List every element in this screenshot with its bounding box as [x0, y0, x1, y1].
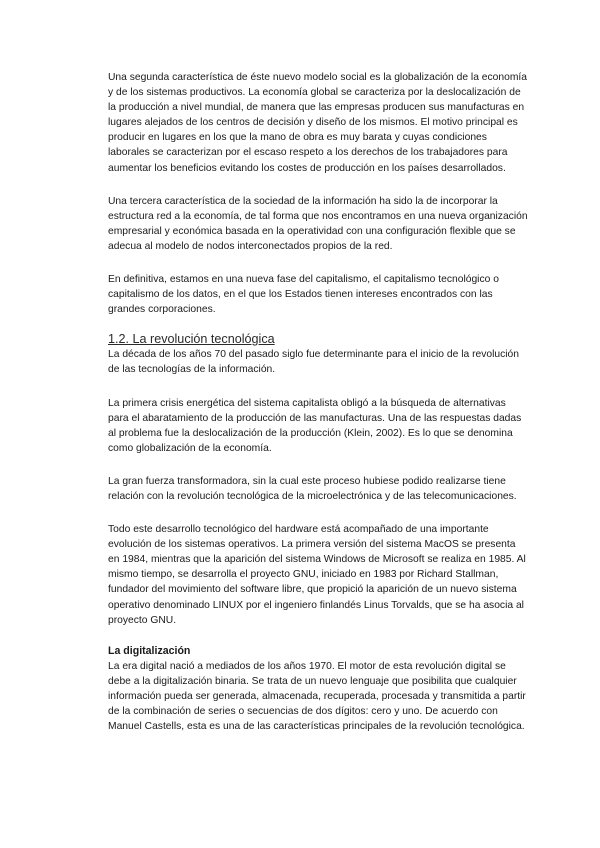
paragraph-operating-systems: Todo este desarrollo tecnológico del hardware está acompañado de una importante evolución de los sistemas operativos. La primera versión del sistema MacOS se presenta en 1984, mientras que la aparición del sistema Windows de Microsoft se realiza en 1985. Al mismo tiempo, se desarrolla el proyecto GNU, iniciado en 1983 por Richard Stallman, fundador del movimiento del software libre, que propició la aparición de un nuevo sistema operativo denominado LINUX por el ingeniero finlandés Linus Torvalds, que se ha asocia al proyecto GNU.	[108, 524, 526, 626]
paragraph-energy-crisis: La primera crisis energética del sistema capitalista obligó a la búsqueda de alternativas para el abaratamiento de la producción de las manufacturas. Una de las respuestas dadas al problema fue la deslocalización de la producción (Klein, 2002). Es lo que se denomina como globalización de la economía.	[108, 397, 522, 454]
document-page	[108, 70, 528, 752]
paragraph-digital-era: La era digital nació a mediados de los años 1970. El motor de esta revolución digital se debe a la digitalización binaria. Se trata de un nuevo lenguaje que posibilita que cualquier información pueda ser generada, almacenada, recuperada, procesada y transmitida a partir de la combinación de series o secuencias de dos dígitos: cero y uno. De acuerdo con Manuel Castells, esta es una de las características principales de la revolución tecnológica.	[108, 660, 526, 733]
paragraph-network-economy: Una tercera característica de la sociedad de la información ha sido la de incorporar la estructura red a la economía, de tal forma que nos encontramos en una nueva organización empresarial y económica basada en la operatividad con una configuración flexible que se adecua al modelo de nodos interconectados propios de la red.	[108, 195, 528, 252]
subheading-digitalization: La digitalización	[108, 644, 191, 657]
paragraph-globalization: Una segunda característica de éste nuevo modelo social es la globalización de la economía y de los sistemas productivos. La economía global se caracteriza por la deslocalización de la producción a nivel mundial, de manera que las empresas producen sus manufacturas en lugares alejados de los centros de decisión y diseño de los mismos. El motivo principal es producir en lugares en los que la mano de obra es muy barata y cuyas condiciones laborales se caracterizan por el escaso respeto a los derechos de los trabajadores para aumentar los beneficios evitando los costes de producción en los países desarrollados.	[108, 72, 527, 174]
section-heading: 1.2. La revolución tecnológica	[108, 332, 275, 347]
paragraph-transforming-force: La gran fuerza transformadora, sin la cual este proceso hubiese podido realizarse tiene relación con la revolución tecnológica de la microelectrónica y de las telecomunicaciones.	[108, 475, 517, 502]
paragraph-tech-capitalism: En definitiva, estamos en una nueva fase del capitalismo, el capitalismo tecnológico o capitalismo de los datos, en el que los Estados tienen intereses encontrados con las grandes corporaciones.	[108, 274, 499, 316]
paragraph-seventies: La década de los años 70 del pasado siglo fue determinante para el inicio de la revolución de las tecnologías de la información.	[108, 349, 520, 376]
